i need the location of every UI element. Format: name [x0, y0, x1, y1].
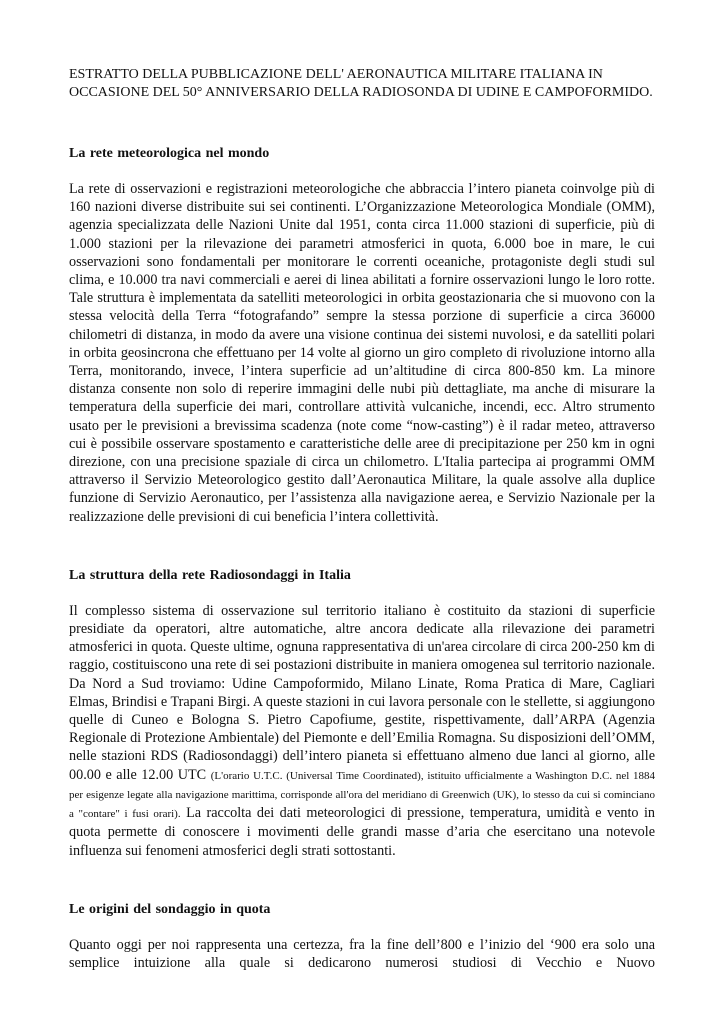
- body-text: Il complesso sistema di osservazione sul territorio italiano è costituito da stazioni di superficie presidiate da operatori, altre automatiche, altre ancora dedicate alla rilevazione dei parametri atmosferici in quota. Queste ultime, ognuna rappresentativa di un'area circolare di circa 200-250 km di raggio, costituiscono una rete di sei postazioni distribuite in maniera omogenea sul territorio nazionale. Da Nord a Sud troviamo: Udine Campoformido, Milano Linate, Roma Pratica di Mare, Cagliari Elmas, Brindisi e Trapani Birgi. A queste stazioni in cui lavora personale con le stellette, si aggiungono quelle di Cuneo e Bologna S. Pietro Capofiume, gestite, rispettivamente, dall’ARPA (Agenzia Regionale di Protezione Ambientale) del Piemonte e dell’Emilia Romagna. Su disposizioni dell’OMM, nelle stazioni RDS (Radiosondaggi) dell’intero pianeta si effettuano almeno due lanci al giorno, alle 00.00 e alle 12.00 UTC: [69, 602, 655, 783]
- section-body-origini-sondaggio: Quanto oggi per noi rappresenta una certezza, fra la fine dell’800 e l’inizio del ‘900 era solo una semplice intuizione alla quale si dedicarono numerosi studiosi di Vecchio e Nuovo: [69, 936, 655, 971]
- body-text-continued: La raccolta dei dati meteorologici di pressione, temperatura, umidità e vento in quota permette di conoscere i movimenti delle grandi masse d’aria che esercitano una notevole influenza sui fenomeni atmosferici degli strati sottostanti.: [69, 805, 656, 859]
- section-body-rete-meteorologica: La rete di osservazioni e registrazioni meteorologiche che abbraccia l’intero pianeta coinvolge più di 160 nazioni diverse distribuite sui sei continenti. L’Organizzazione Meteorologica Mondiale (OMM), agenzia specializzata delle Nazioni Unite dal 1951, conta circa 11.000 stazioni di superficie, più di 1.000 stazioni per la rilevazione dei parametri atmosferici in quota, 6.000 boe in mare, le cui osservazioni sono fondamentali per monitorare le correnti oceaniche, protagoniste degli studi sul clima, e 10.000 tra navi commerciali e aerei di linea abilitati a fornire osservazioni lungo le loro rotte. Tale struttura è implementata da satelliti meteorologici in orbita geostazionaria che si muovono con la stessa velocità della Terra “fotografando” sempre la stessa porzione di superficie a circa 36000 chilometri di distanza, in modo da avere una visione continua dei sistemi nuvolosi, e da satelliti polari in orbita geosincrona che effettuano per 14 volte al giorno un giro completo di rivoluzione intorno alla Terra, monitorando, invece, l’intera superficie ad un’altitudine di circa 800-850 km. La minore distanza consente non solo di reperire immagini delle nubi più dettagliate, ma anche di misurare la temperatura della superficie dei mari, controllare attività vulcaniche, incendi, ecc. Altro strumento usato per le previsioni a brevissima scadenza (note come “now-casting”) è il radar meteo, attraverso cui è possibile osservare spostamento e caratteristiche delle aree di precipitazione per 250 km in ogni direzione, con una precisione spaziale di circa un chilometro. L'Italia partecipa ai programmi OMM attraverso il Servizio Meteorologico gestito dall’Aeronautica Militare, la quale assolve alla duplice funzione di Servizio Aeronautico, per l’assistenza alla navigazione aerea, e Servizio Nazionale per la realizzazione delle previsioni di cui beneficia l’intera collettività.: [69, 181, 655, 525]
- section-heading-origini-sondaggio: Le origini del sondaggio in quota: [69, 901, 271, 917]
- document-page: [69, 66, 655, 972]
- section-heading-rete-meteorologica: La rete meteorologica nel mondo: [69, 146, 270, 161]
- section-body-struttura-rete: [69, 602, 655, 860]
- utc-footnote: (L'orario U.T.C. (Universal Time Coordinated), istituito ufficialmente a Washington D.C. nel 1884 per esigenze legate alla navigazione marittima, corrisponde all'ora del meridiano di Greenwich (UK), lo stesso da cui si cominciano a "contare" i fusi orari).: [69, 769, 655, 821]
- document-header: ESTRATTO DELLA PUBBLICAZIONE DELL' AERONAUTICA MILITARE ITALIANA IN OCCASIONE DEL 50° ANNIVERSARIO DELLA RADIOSONDA DI UDINE E CAMPOFORMIDO.: [69, 67, 653, 100]
- section-heading-struttura-rete: La struttura della rete Radiosondaggi in Italia: [69, 567, 351, 583]
